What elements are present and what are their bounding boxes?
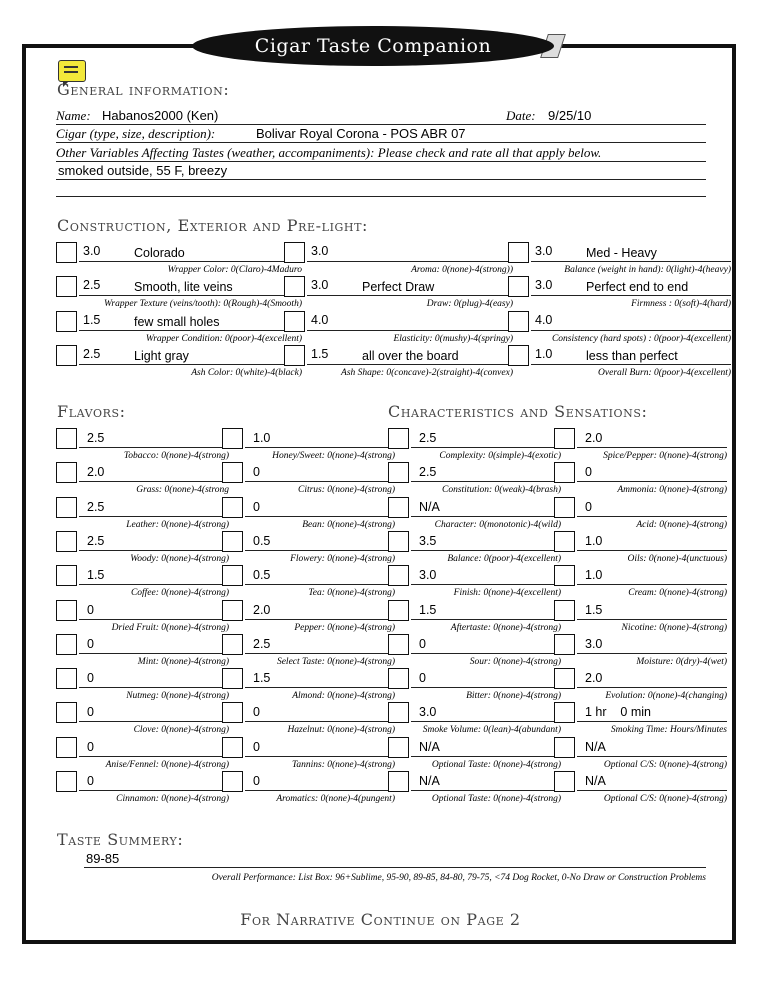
rating-checkbox[interactable] [388, 565, 409, 586]
flavors-heading: Flavors: [57, 402, 126, 421]
rating-field-line [577, 584, 727, 585]
rating-value[interactable]: 0 [253, 705, 260, 719]
construction-rating[interactable]: 2.5 [83, 278, 101, 292]
rating-value[interactable]: 0 [253, 465, 260, 479]
rating-value[interactable]: 1.5 [87, 568, 105, 582]
rating-label: Dried Fruit: 0(none)-4(strong) [111, 623, 229, 633]
rating-checkbox[interactable] [388, 531, 409, 552]
construction-field-line [79, 364, 302, 365]
rating-field-line [79, 687, 229, 688]
other-variables-row [56, 145, 706, 162]
summary-heading: Taste Summery: [57, 830, 184, 849]
construction-note[interactable]: all over the board [362, 349, 459, 363]
construction-field-line [79, 330, 302, 331]
construction-field-line [79, 261, 302, 262]
rating-label: Pepper: 0(none)-4(strong) [294, 623, 395, 633]
rating-label: Optional Taste: 0(none)-4(strong) [431, 794, 561, 804]
rating-value[interactable]: 0 [253, 740, 260, 754]
rating-label: Tea: 0(none)-4(strong) [308, 588, 395, 598]
rating-checkbox[interactable] [56, 771, 77, 792]
rating-label: Hazelnut: 0(none)-4(strong) [287, 725, 395, 735]
rating-checkbox[interactable] [388, 702, 409, 723]
rating-checkbox[interactable] [56, 634, 77, 655]
rating-checkbox[interactable] [222, 462, 243, 483]
name-row [56, 108, 706, 125]
other-variables-field[interactable]: smoked outside, 55 F, breezy [58, 163, 228, 178]
name-label: Name: [56, 108, 91, 123]
rating-value[interactable]: 1.5 [585, 603, 603, 617]
rating-label: Woody: 0(none)-4(strong) [130, 554, 229, 564]
other-variables-value-row [56, 163, 706, 180]
rating-value[interactable]: 1 hr 0 min [585, 705, 651, 719]
rating-value[interactable]: 2.5 [253, 637, 271, 651]
rating-label: Flowery: 0(none)-4(strong) [290, 554, 395, 564]
rating-checkbox[interactable] [554, 462, 575, 483]
construction-note[interactable]: Perfect Draw [362, 280, 435, 294]
rating-field-line [577, 481, 727, 482]
rating-field-line [245, 481, 395, 482]
rating-value[interactable]: 0 [419, 671, 426, 685]
rating-label: Nicotine: 0(none)-4(strong) [621, 623, 727, 633]
rating-checkbox[interactable] [222, 428, 243, 449]
construction-field-line [307, 261, 513, 262]
rating-label: Cinnamon: 0(none)-4(strong) [116, 794, 229, 804]
rating-checkbox[interactable] [56, 668, 77, 689]
rating-field-line [577, 756, 727, 757]
rating-label: Tobacco: 0(none)-4(strong) [123, 451, 229, 461]
construction-note[interactable]: Light gray [134, 349, 189, 363]
rating-label: Coffee: 0(none)-4(strong) [130, 588, 229, 598]
rating-field-line [411, 516, 561, 517]
rating-field-line [411, 481, 561, 482]
rating-value[interactable]: N/A [419, 500, 440, 514]
rating-field-line [411, 756, 561, 757]
construction-label: Aroma: 0(none)-4(strong)) [411, 265, 513, 275]
rating-field-line [79, 756, 229, 757]
rating-checkbox[interactable] [56, 462, 77, 483]
rating-value[interactable]: 2.5 [419, 431, 437, 445]
construction-rating[interactable]: 3.0 [311, 278, 329, 292]
rating-checkbox[interactable] [388, 668, 409, 689]
construction-label: Draw: 0(plug)-4(easy) [426, 299, 513, 309]
construction-heading: Construction, Exterior and Pre-light: [57, 216, 369, 235]
rating-label: Tannins: 0(none)-4(strong) [291, 760, 395, 770]
rating-label: Ammonia: 0(none)-4(strong) [617, 485, 727, 495]
rating-value[interactable]: 0 [87, 774, 94, 788]
construction-note[interactable]: Colorado [134, 246, 185, 260]
name-field[interactable]: Habanos2000 (Ken) [102, 108, 219, 123]
rating-checkbox[interactable] [388, 497, 409, 518]
rating-field-line [79, 550, 229, 551]
rating-label: Mint: 0(none)-4(strong) [137, 657, 229, 667]
blank-line [56, 180, 706, 197]
construction-field-line [307, 295, 513, 296]
rating-value[interactable]: 3.0 [419, 705, 437, 719]
construction-label: Firmness : 0(soft)-4(hard) [631, 299, 731, 309]
rating-field-line [245, 687, 395, 688]
rating-field-line [245, 790, 395, 791]
rating-label: Moisture: 0(dry)-4(wet) [636, 657, 727, 667]
rating-field-line [79, 584, 229, 585]
rating-field-line [79, 653, 229, 654]
rating-value[interactable]: 0 [87, 705, 94, 719]
construction-label: Wrapper Texture (veins/tooth): 0(Rough)-4(Smooth) [104, 299, 302, 309]
construction-checkbox[interactable] [56, 311, 77, 332]
rating-label: Almond: 0(none)-4(strong) [292, 691, 395, 701]
construction-rating[interactable]: 1.5 [83, 313, 101, 327]
construction-rating[interactable]: 1.0 [535, 347, 553, 361]
rating-value[interactable]: 2.0 [585, 431, 603, 445]
rating-value[interactable]: 1.0 [585, 534, 603, 548]
rating-value[interactable]: 0 [87, 671, 94, 685]
construction-checkbox[interactable] [508, 345, 529, 366]
rating-checkbox[interactable] [222, 531, 243, 552]
construction-checkbox[interactable] [508, 276, 529, 297]
rating-checkbox[interactable] [222, 634, 243, 655]
rating-checkbox[interactable] [222, 771, 243, 792]
cigar-row [56, 126, 706, 143]
rating-label: Aftertaste: 0(none)-4(strong) [450, 623, 561, 633]
rating-label: Cream: 0(none)-4(strong) [628, 588, 727, 598]
rating-value[interactable]: 0.5 [253, 568, 271, 582]
rating-value[interactable]: 0 [87, 603, 94, 617]
rating-checkbox[interactable] [222, 702, 243, 723]
rating-label: Optional C/S: 0(none)-4(strong) [603, 794, 727, 804]
construction-label: Elasticity: 0(mushy)-4(springy) [393, 334, 513, 344]
rating-checkbox[interactable] [554, 771, 575, 792]
rating-checkbox[interactable] [56, 737, 77, 758]
rating-checkbox[interactable] [554, 428, 575, 449]
rating-value[interactable]: 3.0 [419, 568, 437, 582]
rating-label: Nutmeg: 0(none)-4(strong) [126, 691, 229, 701]
rating-field-line [411, 653, 561, 654]
rating-field-line [245, 619, 395, 620]
rating-label: Select Taste: 0(none)-4(strong) [276, 657, 395, 667]
footer-note: For Narrative Continue on Page 2 [240, 910, 521, 929]
construction-label: Wrapper Color: 0(Claro)-4Maduro [167, 265, 302, 275]
rating-checkbox[interactable] [56, 702, 77, 723]
construction-rating[interactable]: 3.0 [535, 278, 553, 292]
rating-field-line [411, 447, 561, 448]
construction-label: Ash Color: 0(white)-4(black) [191, 368, 302, 378]
rating-value[interactable]: 2.5 [87, 500, 105, 514]
rating-label: Leather: 0(none)-4(strong) [126, 520, 229, 530]
construction-checkbox[interactable] [56, 276, 77, 297]
rating-field-line [411, 721, 561, 722]
rating-checkbox[interactable] [56, 600, 77, 621]
rating-label: Smoke Volume: 0(lean)-4(abundant) [422, 725, 561, 735]
construction-checkbox[interactable] [56, 345, 77, 366]
characteristics-heading: Characteristics and Sensations: [388, 402, 648, 421]
construction-checkbox[interactable] [56, 242, 77, 263]
construction-field-line [531, 261, 731, 262]
rating-value[interactable]: 2.5 [419, 465, 437, 479]
other-variables-label: Other Variables Affecting Tastes (weather, accompaniments): Please check and rate all that apply below. [56, 145, 602, 160]
rating-field-line [245, 516, 395, 517]
rating-checkbox[interactable] [56, 428, 77, 449]
rating-checkbox[interactable] [222, 497, 243, 518]
rating-label: Smoking Time: Hours/Minutes [610, 725, 727, 735]
rating-field-line [577, 790, 727, 791]
rating-value[interactable]: 0 [87, 637, 94, 651]
rating-label: Oils: 0(none)-4(unctuous) [627, 554, 727, 564]
date-field[interactable]: 9/25/10 [548, 108, 592, 123]
rating-label: Acid: 0(none)-4(strong) [636, 520, 727, 530]
construction-rating[interactable]: 3.0 [535, 244, 553, 258]
construction-checkbox[interactable] [284, 276, 305, 297]
rating-checkbox[interactable] [388, 600, 409, 621]
rating-checkbox[interactable] [388, 771, 409, 792]
construction-rating[interactable]: 3.0 [311, 244, 329, 258]
rating-field-line [577, 687, 727, 688]
rating-value[interactable]: 1.0 [253, 431, 271, 445]
rating-value[interactable]: 0 [253, 774, 260, 788]
rating-label: Honey/Sweet: 0(none)-4(strong) [272, 451, 395, 461]
summary-label: Overall Performance: List Box: 96+Sublime, 95-90, 89-85, 84-80, 79-75, <74 Dog Rocket, 0-No Draw or Construction Problems [211, 873, 706, 883]
rating-label: Anise/Fennel: 0(none)-4(strong) [105, 760, 229, 770]
date-label: Date: [506, 108, 536, 123]
construction-rating[interactable]: 4.0 [311, 313, 329, 327]
rating-field-line [577, 721, 727, 722]
rating-value[interactable]: 1.5 [253, 671, 271, 685]
construction-note[interactable]: less than perfect [586, 349, 678, 363]
construction-field-line [79, 295, 302, 296]
rating-checkbox[interactable] [56, 565, 77, 586]
construction-label: Ash Shape: 0(concave)-2(straight)-4(convex) [341, 368, 513, 378]
rating-field-line [577, 619, 727, 620]
construction-field-line [531, 364, 731, 365]
rating-field-line [411, 687, 561, 688]
rating-checkbox[interactable] [222, 737, 243, 758]
construction-field-line [531, 330, 731, 331]
rating-value[interactable]: 0 [585, 465, 592, 479]
form-title: Cigar Taste Companion [192, 26, 554, 66]
rating-value[interactable]: N/A [585, 740, 606, 754]
rating-checkbox[interactable] [554, 702, 575, 723]
rating-value[interactable]: 3.5 [419, 534, 437, 548]
construction-checkbox[interactable] [284, 242, 305, 263]
construction-note[interactable]: Perfect end to end [586, 280, 689, 294]
construction-note[interactable]: Smooth, lite veins [134, 280, 233, 294]
rating-value[interactable]: 2.5 [87, 431, 105, 445]
rating-label: Sour: 0(none)-4(strong) [469, 657, 561, 667]
rating-checkbox[interactable] [388, 634, 409, 655]
construction-field-line [307, 364, 513, 365]
rating-checkbox[interactable] [554, 668, 575, 689]
rating-field-line [411, 790, 561, 791]
construction-checkbox[interactable] [284, 345, 305, 366]
rating-checkbox[interactable] [56, 497, 77, 518]
rating-field-line [245, 653, 395, 654]
rating-value[interactable]: 2.0 [253, 603, 271, 617]
rating-field-line [79, 516, 229, 517]
rating-field-line [411, 619, 561, 620]
rating-value[interactable]: 3.0 [585, 637, 603, 651]
rating-value[interactable]: 0 [419, 637, 426, 651]
rating-value[interactable]: 2.0 [585, 671, 603, 685]
rating-field-line [577, 516, 727, 517]
construction-label: Overall Burn: 0(poor)-4(excellent) [598, 368, 731, 378]
rating-value[interactable]: 0 [585, 500, 592, 514]
rating-field-line [245, 550, 395, 551]
general-heading: General information: [57, 80, 230, 99]
construction-note[interactable]: Med - Heavy [586, 246, 657, 260]
rating-field-line [577, 653, 727, 654]
rating-field-line [411, 550, 561, 551]
rating-value[interactable]: 1.5 [419, 603, 437, 617]
rating-field-line [79, 790, 229, 791]
rating-field-line [245, 447, 395, 448]
summary-line [84, 867, 706, 868]
rating-checkbox[interactable] [554, 634, 575, 655]
rating-value[interactable]: N/A [419, 774, 440, 788]
comment-note-icon[interactable] [58, 60, 86, 82]
rating-checkbox[interactable] [222, 565, 243, 586]
rating-checkbox[interactable] [554, 497, 575, 518]
cigar-field[interactable]: Bolivar Royal Corona - POS ABR 07 [256, 126, 466, 141]
rating-checkbox[interactable] [222, 600, 243, 621]
construction-rating[interactable]: 2.5 [83, 347, 101, 361]
construction-label: Wrapper Condition: 0(poor)-4(excellent) [145, 334, 302, 344]
rating-label: Spice/Pepper: 0(none)-4(strong) [603, 451, 727, 461]
rating-value[interactable]: 1.0 [585, 568, 603, 582]
rating-field-line [79, 481, 229, 482]
rating-field-line [577, 447, 727, 448]
rating-label: Finish: 0(none)-4(excellent) [453, 588, 561, 598]
rating-value[interactable]: 0.5 [253, 534, 271, 548]
rating-checkbox[interactable] [222, 668, 243, 689]
rating-label: Aromatics: 0(none)-4(pungent) [276, 794, 395, 804]
rating-value[interactable]: 2.5 [87, 534, 105, 548]
rating-value[interactable]: 0 [87, 740, 94, 754]
rating-field-line [411, 584, 561, 585]
rating-label: Clove: 0(none)-4(strong) [133, 725, 229, 735]
rating-value[interactable]: N/A [419, 740, 440, 754]
construction-rating[interactable]: 4.0 [535, 313, 553, 327]
rating-field-line [577, 550, 727, 551]
rating-checkbox[interactable] [554, 600, 575, 621]
construction-rating[interactable]: 3.0 [83, 244, 101, 258]
construction-checkbox[interactable] [508, 311, 529, 332]
rating-label: Citrus: 0(none)-4(strong) [297, 485, 395, 495]
construction-field-line [307, 330, 513, 331]
rating-label: Grass: 0(none)-4(strong [136, 485, 229, 495]
construction-rating[interactable]: 1.5 [311, 347, 329, 361]
rating-field-line [245, 721, 395, 722]
rating-checkbox[interactable] [388, 428, 409, 449]
rating-label: Optional Taste: 0(none)-4(strong) [431, 760, 561, 770]
rating-label: Character: 0(monotonic)-4(wild) [434, 520, 561, 530]
rating-field-line [79, 721, 229, 722]
construction-label: Balance (weight in hand): 0(light)-4(heavy) [564, 265, 731, 275]
construction-field-line [531, 295, 731, 296]
rating-label: Balance: 0(poor)-4(excellent) [447, 554, 561, 564]
construction-checkbox[interactable] [508, 242, 529, 263]
rating-label: Optional C/S: 0(none)-4(strong) [603, 760, 727, 770]
rating-checkbox[interactable] [388, 737, 409, 758]
rating-field-line [79, 447, 229, 448]
construction-label: Consistency (hard spots) : 0(poor)-4(excellent) [551, 334, 731, 344]
cigar-label: Cigar (type, size, description): [56, 126, 216, 141]
rating-checkbox[interactable] [554, 531, 575, 552]
rating-value[interactable]: 2.0 [87, 465, 105, 479]
rating-label: Bean: 0(none)-4(strong) [302, 520, 395, 530]
rating-value[interactable]: 0 [253, 500, 260, 514]
rating-checkbox[interactable] [56, 531, 77, 552]
rating-label: Evolution: 0(none)-4(changing) [605, 691, 727, 701]
construction-checkbox[interactable] [284, 311, 305, 332]
rating-checkbox[interactable] [388, 462, 409, 483]
rating-field-line [79, 619, 229, 620]
rating-value[interactable]: N/A [585, 774, 606, 788]
rating-field-line [245, 756, 395, 757]
rating-checkbox[interactable] [554, 565, 575, 586]
rating-field-line [245, 584, 395, 585]
rating-label: Complexity: 0(simple)-4(exotic) [439, 451, 561, 461]
rating-label: Bitter: 0(none)-4(strong) [466, 691, 561, 701]
rating-checkbox[interactable] [554, 737, 575, 758]
summary-value[interactable]: 89-85 [86, 851, 120, 866]
construction-note[interactable]: few small holes [134, 315, 220, 329]
rating-label: Constitution: 0(weak)-4(brash) [441, 485, 561, 495]
